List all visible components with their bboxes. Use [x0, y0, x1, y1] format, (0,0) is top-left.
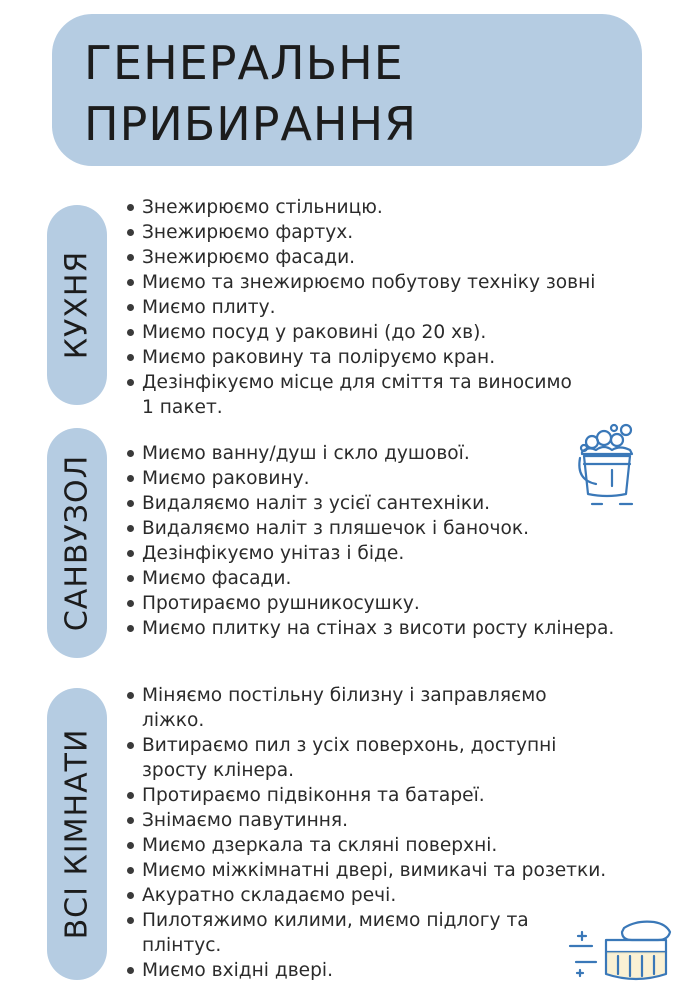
list-item	[124, 295, 684, 320]
item-text-continued: зросту клінера.	[142, 760, 295, 781]
page-title-line-1: ГЕНЕРАЛЬНЕ	[84, 36, 404, 90]
item-text: Знежирюємо стільницю.	[142, 197, 383, 218]
item-text: Миємо дзеркала та скляні поверхні.	[142, 835, 498, 856]
item-text: Дезінфікуємо унітаз і біде.	[142, 543, 405, 564]
item-text: Протираємо підвіконня та батареї.	[142, 785, 485, 806]
list-item	[124, 733, 684, 783]
item-text: Миємо вхідні двері.	[142, 960, 333, 981]
section-label-bathroom: САНВУЗОЛ	[59, 454, 95, 632]
item-text: Миємо фасади.	[142, 568, 292, 589]
section-tab-all-rooms	[47, 688, 107, 980]
list-item	[124, 808, 684, 833]
list-item	[124, 370, 684, 420]
kitchen-task-list	[124, 195, 684, 420]
list-item	[124, 345, 684, 370]
item-text: Видаляємо наліт з пляшечок і баночок.	[142, 518, 529, 539]
list-item	[124, 320, 684, 345]
list-item	[124, 245, 684, 270]
bucket-icon	[572, 420, 644, 508]
item-text: Миємо плитку на стінах з висоти росту клінера.	[142, 618, 615, 639]
page-title-line-2: ПРИБИРАННЯ	[84, 97, 418, 151]
item-text: Знежирюємо фасади.	[142, 247, 356, 268]
item-text: Миємо міжкімнатні двері, вимикачі та розетки.	[142, 860, 607, 881]
list-item	[124, 591, 684, 616]
list-item	[124, 516, 684, 541]
item-text: Видаляємо наліт з усієї сантехніки.	[142, 493, 491, 514]
section-tab-kitchen	[47, 205, 107, 405]
item-text-continued: плінтус.	[142, 935, 222, 956]
list-item	[124, 541, 684, 566]
item-text: Пилотяжимо килими, миємо підлогу та	[142, 910, 529, 931]
item-text: Миємо раковину.	[142, 468, 310, 489]
section-tab-bathroom	[47, 428, 107, 658]
item-text: Миємо плиту.	[142, 297, 276, 318]
list-item	[124, 683, 684, 733]
list-item	[124, 833, 684, 858]
section-label-all-rooms: ВСІ КІМНАТИ	[59, 728, 95, 940]
item-text: Дезінфікуємо місце для сміття та виносимо	[142, 372, 572, 393]
item-text: Протираємо рушникосушку.	[142, 593, 420, 614]
item-text: Витираємо пил з усіх поверхонь, доступні	[142, 735, 557, 756]
item-text: Миємо раковину та поліруємо кран.	[142, 347, 496, 368]
item-text: Миємо посуд у раковині (до 20 хв).	[142, 322, 487, 343]
list-item	[124, 220, 684, 245]
list-item	[124, 616, 684, 641]
item-text-continued: ліжко.	[142, 710, 205, 731]
item-text-continued: 1 пакет.	[142, 397, 223, 418]
list-item	[124, 883, 684, 908]
item-text: Знімаємо павутиння.	[142, 810, 349, 831]
list-item	[124, 195, 684, 220]
item-text: Знежирюємо фартух.	[142, 222, 354, 243]
item-text: Миємо ванну/душ і скло душової.	[142, 443, 470, 464]
list-item	[124, 783, 684, 808]
item-text: Миємо та знежирюємо побутову техніку зовні	[142, 272, 596, 293]
brush-icon	[566, 918, 678, 992]
list-item	[124, 270, 684, 295]
list-item	[124, 858, 684, 883]
item-text: Акуратно складаємо речі.	[142, 885, 397, 906]
item-text: Міняємо постільну білизну і заправляємо	[142, 685, 547, 706]
list-item	[124, 566, 684, 591]
section-label-kitchen: КУХНЯ	[59, 250, 95, 360]
